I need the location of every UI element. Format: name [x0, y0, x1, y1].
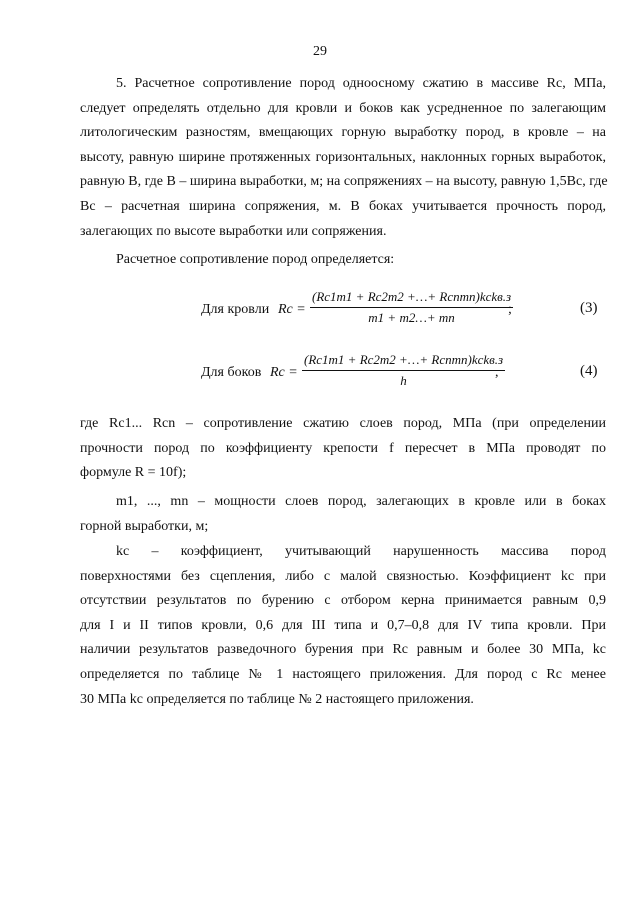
- formula-numerator: (Rс1m1 + Rс2m2 +…+ Rсnmn)kсkв.з: [304, 352, 504, 367]
- paragraph-3: [80, 412, 606, 486]
- text-line: литологическим разностям, вмещающих горную выработку пород, в кровле – на: [80, 125, 606, 141]
- formula-label: Для кровли: [201, 302, 270, 317]
- formula-tail: ,: [495, 365, 499, 380]
- formula-lhs: Rс =: [270, 365, 298, 380]
- paragraph-4: [80, 490, 606, 539]
- equation-number: (3): [580, 300, 598, 316]
- text-line: залегающих по высоте выработки или сопряжения.: [80, 223, 387, 239]
- paragraph-5: [80, 540, 606, 712]
- text-line: формуле R = 10f);: [80, 465, 187, 481]
- text-line: наличии результатов разведочного бурения при Rс равным и более 30 МПа, kс: [80, 642, 606, 658]
- formula-lhs: Rс =: [278, 302, 306, 317]
- text-line: для I и II типов кровли, 0,6 для III типа и 0,7–0,8 для IV типа кровли. При: [80, 617, 606, 633]
- text-line: отсутствии результатов по бурению с отбором керна принимается равным 0,9: [80, 593, 606, 609]
- paragraph-2: [80, 248, 606, 273]
- text-line: определяется по таблице № 1 настоящего приложения. Для пород с Rс менее: [80, 666, 606, 682]
- text-line: горной выработки, м;: [80, 518, 209, 534]
- formula-denominator: m1 + m2…+ mn: [368, 310, 455, 325]
- fraction-bar: [302, 370, 505, 371]
- formula-numerator: (Rс1m1 + Rс2m2 +…+ Rсnmn)kсkв.з: [312, 289, 512, 304]
- paragraph-1: [80, 72, 606, 244]
- equation-number: (4): [580, 363, 598, 379]
- page-number: 29: [313, 44, 327, 59]
- text-line: m1, ..., mn – мощности слоев пород, залегающих в кровле или в боках: [116, 494, 606, 509]
- text-line: равную B, где B – ширина выработки, м; на сопряжениях – на высоту, равную 1,5Bс, где: [80, 174, 608, 190]
- text-line: поверхностями без сцепления, либо с малой связностью. Коэффициент kс при: [80, 568, 606, 584]
- text-line: kс – коэффициент, учитывающий нарушенность массива пород: [116, 544, 606, 559]
- formula-tail: ;: [508, 302, 512, 317]
- text-line: следует определять отдельно для кровли и боков как усредненное по залегающим: [80, 100, 606, 116]
- formula-fraction: [310, 289, 513, 326]
- fraction-bar: [310, 307, 513, 308]
- text-line: где Rс1... Rсn – сопротивление сжатию слоев пород, МПа (при определении: [80, 416, 606, 431]
- text-line: высоту, равную ширине протяженных горизонтальных, наклонных горных выработок,: [80, 149, 606, 165]
- text-line: 30 МПа kс определяется по таблице № 2 настоящего приложения.: [80, 691, 474, 707]
- text-line: прочности пород по коэффициенту крепости f пересчет в МПа проводят по: [80, 440, 606, 456]
- text-line: Расчетное сопротивление пород определяется:: [116, 252, 395, 267]
- formula-fraction: [302, 352, 505, 389]
- formula-denominator: h: [400, 373, 407, 388]
- text-line: Bс – расчетная ширина сопряжения, м. В боках учитывается прочность пород,: [80, 198, 606, 214]
- text-line: 5. Расчетное сопротивление пород одноосному сжатию в массиве Rс, МПа,: [116, 76, 606, 91]
- formula-label: Для боков: [201, 365, 262, 380]
